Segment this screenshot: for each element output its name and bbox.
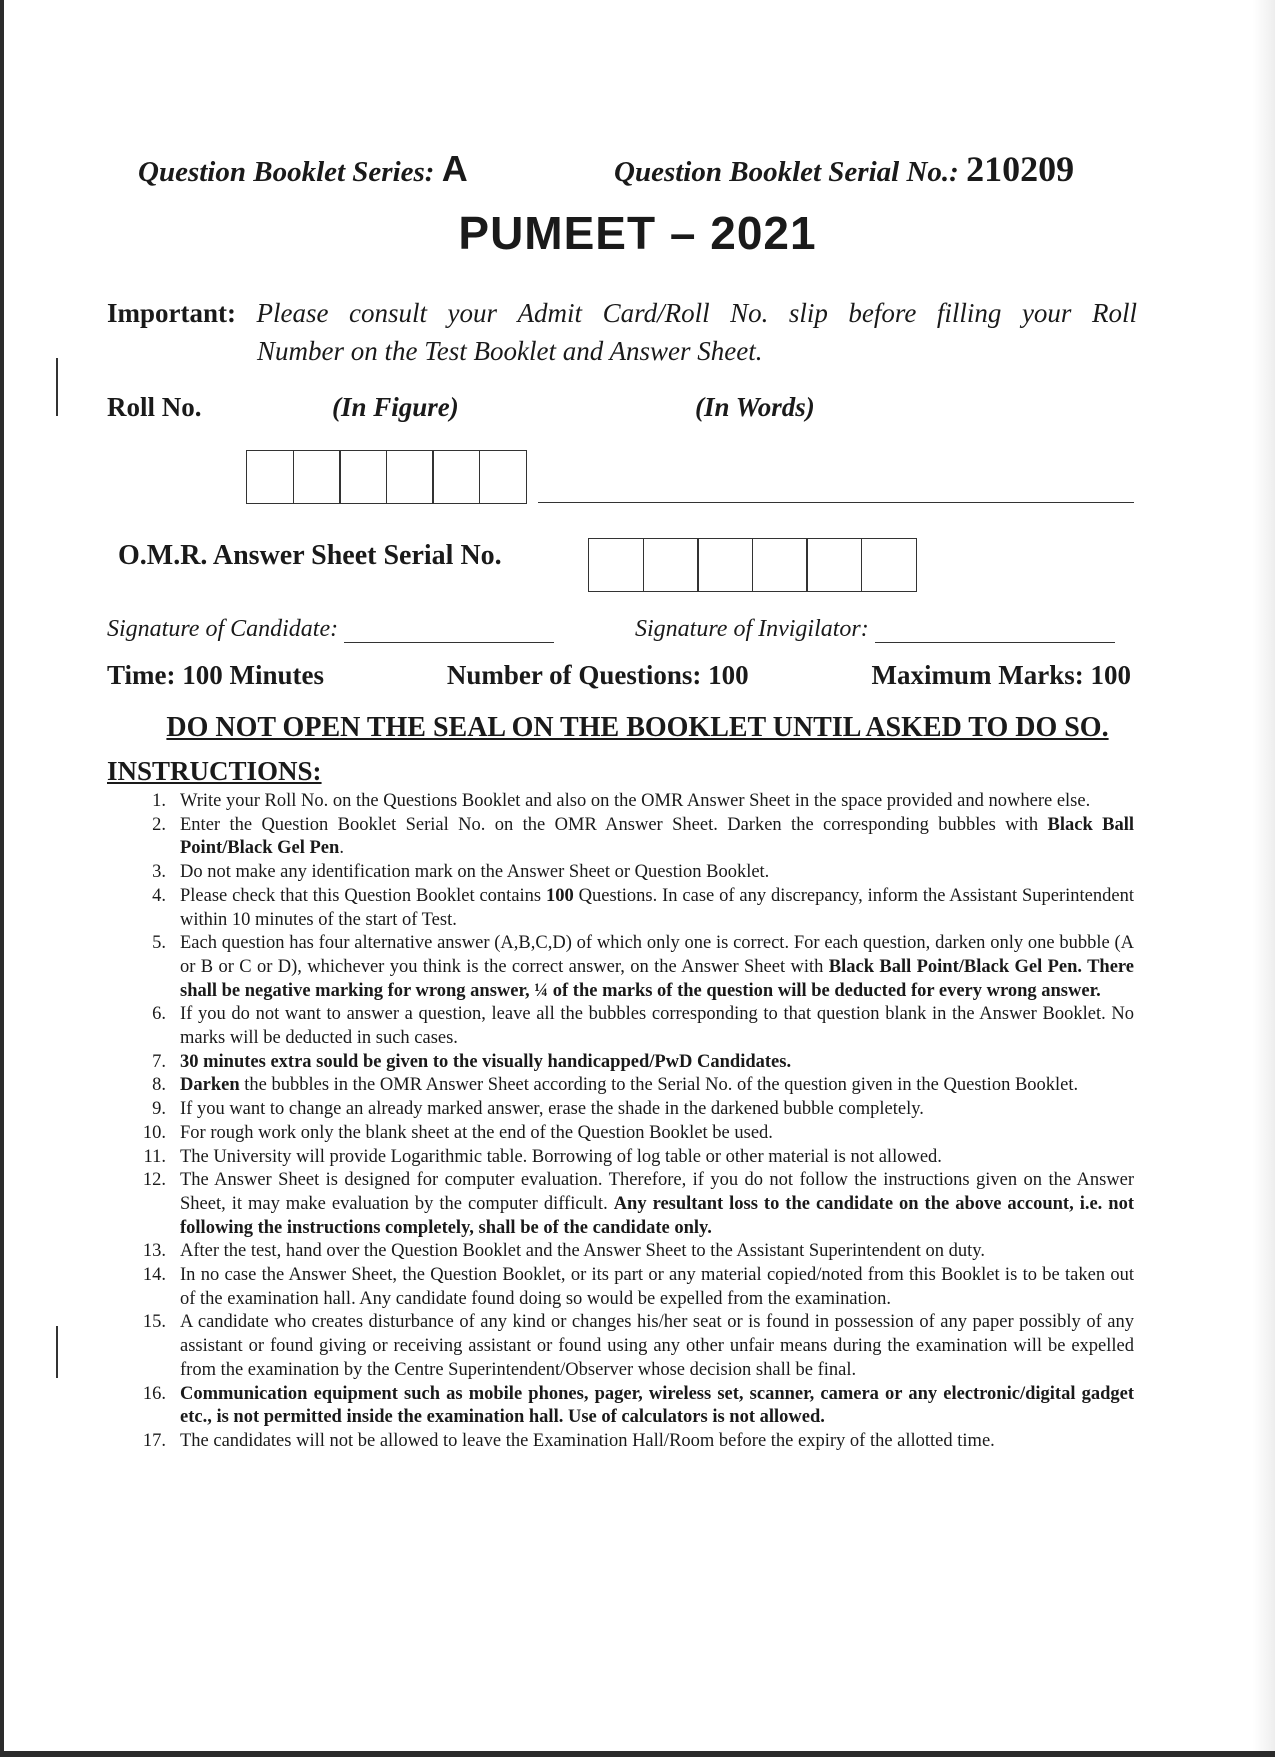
instruction-number: 12.	[142, 1170, 166, 1191]
instruction-text	[180, 1122, 1134, 1146]
important-word: Please	[256, 298, 329, 328]
instruction-text-run: If you want to change an already marked answer, erase the shade in the darkened bubble completely.	[180, 1099, 924, 1120]
instruction-text	[180, 814, 1134, 861]
instruction-text	[180, 1051, 1134, 1075]
instruction-text-run: In no case the Answer Sheet, the Question Booklet, or its part or any material copied/noted from this Booklet is to be taken out of the examination hall. Any candidate found doing so would be expelled from the examination.	[180, 1265, 1134, 1309]
roll-digit-box[interactable]	[246, 450, 294, 504]
instruction-text	[180, 1074, 1134, 1098]
instruction-text-run: For rough work only the blank sheet at the end of the Question Booklet be used.	[180, 1122, 773, 1143]
instruction-number: 2.	[152, 814, 166, 835]
instruction-number: 7.	[152, 1051, 166, 1072]
instruction-item	[134, 1383, 1134, 1430]
instruction-item	[134, 1169, 1134, 1240]
instruction-number: 8.	[152, 1075, 166, 1096]
instruction-number: 14.	[142, 1265, 166, 1286]
instruction-text	[180, 885, 1134, 932]
instruction-text-run: A candidate who creates disturbance of any kind or changes his/her seat or is found in possession of any paper possibly of any assistant or found giving or receiving assistant or found using any other unfair means during the examination will be expelled from the examination by the Centre Superintendent/Observer whose decision shall be final.	[180, 1312, 1134, 1380]
important-label: Important:	[107, 298, 236, 328]
instruction-text	[180, 790, 1134, 814]
instruction-text-run: Each question has four alternative answer (A,B,C,D) of which only one is correct. For each question, darken only one bubble (A or B or C or D), whichever you think is the correct answer, on the Answer Sheet with	[180, 933, 1134, 977]
booklet-series	[138, 148, 468, 190]
candidate-signature-line[interactable]	[344, 618, 554, 643]
instruction-item	[134, 1122, 1134, 1146]
instruction-text-run: The Answer Sheet is designed for computer evaluation. Therefore, if you do not follow the instructions given on the Answer Sheet, it may make evaluation by the computer difficult.	[180, 1170, 1134, 1214]
instruction-item	[134, 1074, 1134, 1098]
series-value: A	[441, 148, 468, 189]
instruction-item	[134, 1003, 1134, 1050]
instruction-number: 11.	[143, 1146, 166, 1167]
important-note	[107, 294, 1137, 370]
instruction-text-run: .	[339, 838, 344, 859]
instructions-heading: INSTRUCTIONS:	[107, 756, 322, 786]
instruction-item	[134, 1264, 1134, 1311]
instruction-item	[134, 861, 1134, 885]
instruction-text-run: the bubbles in the OMR Answer Sheet according to the Serial No. of the question given in the Question Booklet.	[239, 1075, 1079, 1096]
important-word: filling	[936, 298, 1002, 328]
instruction-item	[134, 814, 1134, 861]
instruction-text	[180, 1003, 1134, 1050]
invigilator-signature-label: Signature of Invigilator:	[635, 616, 869, 642]
instruction-number: 4.	[152, 885, 166, 906]
important-word: before	[848, 298, 917, 328]
seal-warning: DO NOT OPEN THE SEAL ON THE BOOKLET UNTIL ASKED TO DO SO.	[166, 712, 1109, 743]
question-count-label: Number of Questions: 100	[446, 660, 749, 690]
invigilator-signature-line[interactable]	[875, 618, 1115, 643]
instruction-text-run: Communication equipment such as mobile phones, pager, wireless set, scanner, camera or any electronic/digital gadget etc., is not permitted inside the examination hall. Use of calculators is not allowed.	[180, 1383, 1134, 1428]
instruction-number: 10.	[142, 1122, 166, 1143]
roll-digit-box[interactable]	[479, 450, 527, 504]
instruction-text-run: Enter the Question Booklet Serial No. on the OMR Answer Sheet. Darken the corresponding bubbles with	[180, 814, 1048, 835]
candidate-signature	[107, 616, 554, 643]
instruction-item	[134, 1098, 1134, 1122]
important-word: No.	[730, 298, 769, 328]
booklet-serial	[614, 148, 1074, 190]
instruction-text-run: The candidates will not be allowed to leave the Examination Hall/Room before the expiry of the allotted time.	[180, 1430, 995, 1451]
scan-margin-mark	[56, 1326, 58, 1378]
roll-digit-box[interactable]	[293, 450, 341, 504]
instruction-text-run: After the test, hand over the Question Booklet and the Answer Sheet to the Assistant Superintendent on duty.	[180, 1241, 985, 1262]
instruction-number: 5.	[152, 933, 166, 954]
instruction-item	[134, 1051, 1134, 1075]
instruction-item	[134, 932, 1134, 1003]
instruction-text	[180, 1169, 1134, 1240]
instruction-number: 15.	[142, 1312, 166, 1333]
instruction-text-run: Black Ball Point/Black Gel Pen. There shall be negative marking for wrong answer, ¼ of the marks of the question will be deducted for every wrong answer.	[180, 956, 1134, 1001]
roll-digit-box[interactable]	[386, 450, 434, 504]
important-word: your	[447, 298, 498, 328]
instruction-text	[180, 1383, 1134, 1430]
serial-label: Question Booklet Serial No.:	[614, 156, 967, 188]
instruction-number: 6.	[152, 1004, 166, 1025]
omr-serial-boxes	[588, 538, 915, 592]
instruction-text-run: Questions. In case of any discrepancy, inform the Assistant Superintendent within 10 minutes of the start of Test.	[180, 885, 1134, 930]
instruction-number: 17.	[142, 1430, 166, 1451]
instruction-number: 3.	[152, 862, 166, 883]
instruction-text-run: Write your Roll No. on the Questions Booklet and also on the OMR Answer Sheet in the space provided and nowhere else.	[180, 791, 1091, 811]
omr-digit-box[interactable]	[588, 538, 644, 592]
omr-serial-label: O.M.R. Answer Sheet Serial No.	[118, 540, 502, 571]
instruction-item	[134, 790, 1134, 814]
instruction-text-run: If you do not want to answer a question, leave all the bubbles corresponding to that question blank in the Answer Booklet. No marks will be deducted in such cases.	[180, 1004, 1134, 1049]
roll-number-boxes	[246, 450, 525, 504]
candidate-signature-label: Signature of Candidate:	[107, 616, 339, 642]
instruction-item	[134, 1430, 1134, 1454]
roll-words-line[interactable]	[538, 502, 1134, 503]
important-word: consult	[349, 298, 428, 328]
important-word: Admit	[517, 298, 583, 328]
instruction-number: 9.	[152, 1099, 166, 1120]
omr-digit-box[interactable]	[806, 538, 862, 592]
invigilator-signature	[635, 616, 1115, 643]
instruction-text	[180, 861, 1134, 885]
series-label: Question Booklet Series:	[138, 156, 442, 188]
instruction-text	[180, 1430, 1134, 1454]
instruction-text	[180, 1264, 1134, 1311]
time-label: Time: 100 Minutes	[107, 660, 324, 690]
scan-bottom-edge	[0, 1751, 1275, 1757]
instructions-list	[134, 790, 1134, 1454]
instruction-text-run: Black Ball Point/Black Gel Pen	[180, 814, 1134, 859]
instruction-number: 16.	[142, 1383, 166, 1404]
instruction-item	[134, 1240, 1134, 1264]
important-word: Roll	[1091, 298, 1137, 328]
max-marks-label: Maximum Marks: 100	[871, 660, 1131, 690]
in-figure-label: (In Figure)	[332, 392, 459, 422]
instruction-text-run: 30 minutes extra sould be given to the visually handicapped/PwD Candidates.	[180, 1051, 792, 1072]
instruction-item	[134, 1311, 1134, 1382]
instruction-text	[180, 1098, 1134, 1122]
instruction-text-run: Any resultant loss to the candidate on the above account, i.e. not following the instructions completely, shall be of the candidate only.	[180, 1193, 1134, 1238]
instruction-text	[180, 932, 1134, 1003]
important-line-2: Number on the Test Booklet and Answer Sheet.	[257, 336, 763, 366]
important-word: slip	[788, 298, 828, 328]
serial-value: 210209	[966, 149, 1075, 189]
instruction-text	[180, 1146, 1134, 1170]
exam-meta	[107, 660, 1131, 691]
instruction-text-run: Do not make any identification mark on the Answer Sheet or Question Booklet.	[180, 862, 770, 883]
instruction-text-run: 100	[546, 885, 574, 906]
instruction-text	[180, 1240, 1134, 1264]
important-word: your	[1021, 298, 1072, 328]
scan-left-edge	[0, 0, 4, 1757]
scan-right-shadow	[1253, 0, 1275, 1757]
instruction-text-run: Please check that this Question Booklet contains	[180, 885, 546, 906]
exam-title: PUMEET – 2021	[458, 207, 817, 259]
omr-digit-box[interactable]	[752, 538, 808, 592]
instruction-text	[180, 1311, 1134, 1382]
instruction-text-run: The University will provide Logarithmic table. Borrowing of log table or other material is not allowed.	[180, 1146, 942, 1167]
important-line-1	[107, 294, 1137, 332]
in-words-label: (In Words)	[695, 392, 815, 422]
instruction-number: 1.	[152, 791, 166, 811]
booklet-header	[138, 148, 1118, 198]
scan-margin-mark	[56, 358, 58, 416]
omr-digit-box[interactable]	[643, 538, 699, 592]
roll-digit-box[interactable]	[339, 450, 387, 504]
instruction-text-run: Darken	[180, 1075, 240, 1096]
instruction-item	[134, 885, 1134, 932]
important-word: Card/Roll	[602, 298, 710, 328]
roll-label: Roll No.	[107, 392, 202, 422]
roll-digit-box[interactable]	[432, 450, 480, 504]
instruction-number: 13.	[142, 1241, 166, 1262]
omr-digit-box[interactable]	[697, 538, 753, 592]
omr-digit-box[interactable]	[861, 538, 917, 592]
instruction-item	[134, 1146, 1134, 1170]
